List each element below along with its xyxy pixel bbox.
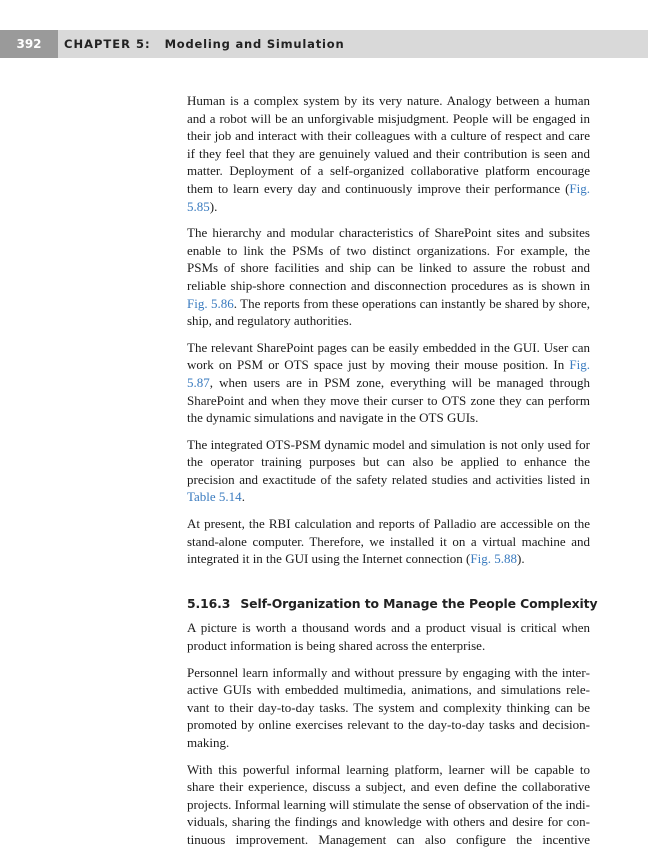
paragraph: With this powerful informal learning platform, learner will be capable to share their experience, discuss a subject, and even define the collaborative projects. Informal learning will stimulate the sense of observation of the individuals, sharing the findings and knowledge with others and desire for continuous improvement. Management can also configure the incentive: [187, 761, 590, 847]
paragraph: [187, 339, 590, 427]
section-title: Self-Organization to Manage the People Complexity: [240, 595, 598, 611]
section-heading: [187, 595, 598, 613]
chapter-heading: [64, 30, 344, 58]
table-link[interactable]: Table 5.14: [187, 489, 242, 505]
paragraph-text: The integrated OTS-PSM dynamic model and simulation is not only used for the operator training purposes but can also be applied to enhance the precision and exactitude of the safety related studies and activities listed in: [187, 436, 590, 487]
paragraph-text: ).: [516, 551, 525, 567]
paragraph: A picture is worth a thousand words and a product visual is critical when product information is being shared across the enterprise.: [187, 620, 590, 654]
chapter-label: CHAPTER 5:: [64, 37, 151, 51]
paragraph: [187, 92, 590, 215]
paragraph-text: . The reports from these operations can instantly be shared by shore, ship, and regulatory authorities.: [187, 295, 590, 329]
paragraph: [187, 436, 590, 506]
paragraph-text: ).: [209, 198, 218, 214]
paragraph-text: , when users are in PSM zone, everything will be managed through SharePoint and when they move their curser to OTS zone they can perform the dynamic simulations and navigate in the OTS GUIs.: [187, 374, 590, 426]
running-header: [0, 30, 648, 58]
paragraph: Personnel learn informally and without pressure by engaging with the interactive GUIs with embedded multimedia, animations, and simulations relevant to their day-to-day tasks. The system and complexity thinking can be promoted by online exercises relevant to the day-to-day tasks and decision-making.: [187, 664, 590, 750]
paragraph-text: The relevant SharePoint pages can be easily embedded in the GUI. User can work on PSM or OTS space just by moving their mouse position. In: [187, 339, 590, 373]
figure-link[interactable]: Fig. 5.87: [187, 357, 590, 390]
paragraph-text: At present, the RBI calculation and reports of Palladio are accessible on the stand-alone computer. Therefore, we installed it on a virtual machine and integrated it in the GUI using the Internet connection (: [187, 516, 590, 567]
figure-link[interactable]: Fig. 5.85: [187, 180, 590, 214]
paragraph-text: .: [241, 489, 245, 505]
paragraph-text: Human is a complex system by its very nature. Analogy between a human and a robot will be an unforgivable misjudgment. People will be engaged in their job and interact with their colleagues with a culture of respect and care if they feel that they are genuinely valued and their contribution is seen and matter. Deployment of a self-organized collaborative platform encourage them to learn every day and continuously improve their performance (: [187, 93, 590, 196]
section-number: 5.16.3: [187, 595, 231, 611]
page-number: 392: [0, 30, 58, 58]
paragraph: [187, 224, 590, 330]
chapter-title: Modeling and Simulation: [164, 37, 345, 51]
body-text: [187, 92, 598, 858]
figure-link[interactable]: Fig. 5.86: [187, 295, 234, 311]
paragraph-text: The hierarchy and modular characteristics of SharePoint sites and subsites enable to link the PSMs of two distinct organizations. For example, the PSMs of shore facilities and ship can be linked to assure the robust and reliable ship-shore connection and disconnection procedures as is shown in: [187, 225, 590, 293]
figure-link[interactable]: Fig. 5.88: [470, 551, 517, 567]
paragraph: [187, 515, 590, 568]
